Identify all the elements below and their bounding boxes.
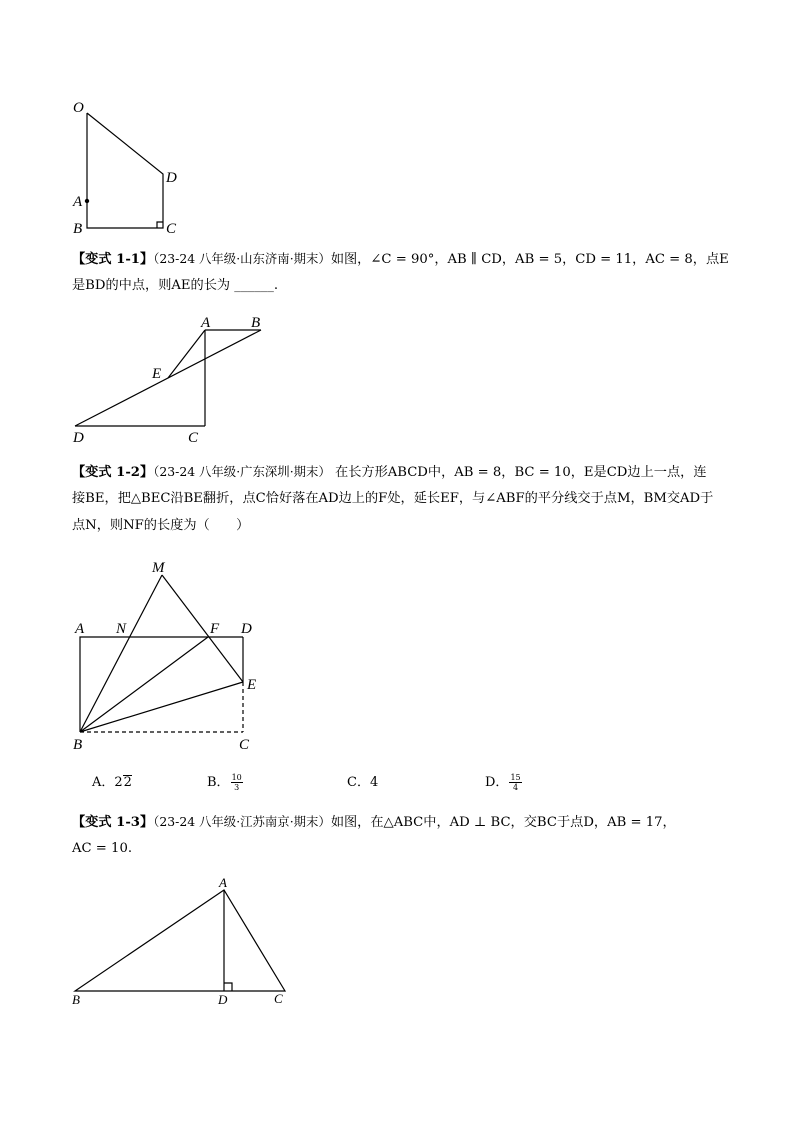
option-b-prefix: B． bbox=[207, 775, 230, 790]
denominator: 4 bbox=[512, 783, 519, 792]
question-tag: 【变式 1-2】 bbox=[72, 465, 154, 480]
label-e: E bbox=[152, 366, 162, 382]
label-d: D bbox=[166, 170, 177, 186]
label-d: D bbox=[241, 621, 252, 637]
question-1-1-line-2: 是BD的中点，则AE的长为 ______. bbox=[72, 278, 279, 293]
segment-bm bbox=[80, 575, 162, 732]
label-b: B bbox=[73, 737, 83, 753]
label-a: A bbox=[75, 621, 85, 637]
label-d: D bbox=[73, 430, 84, 446]
right-angle-mark bbox=[224, 983, 232, 991]
sqrt-radicand: 2 bbox=[123, 775, 132, 790]
label-b: B bbox=[72, 992, 80, 1007]
option-d[interactable] bbox=[485, 772, 522, 794]
question-text: 在长方形ABCD中，AB = 8，BC = 10，E是CD边上一点，连 bbox=[330, 465, 707, 480]
segment-be bbox=[80, 682, 243, 732]
question-1-3-line-2: AC = 10. bbox=[72, 841, 133, 856]
figure-trapezoid-abcd bbox=[65, 310, 285, 450]
label-d: D bbox=[218, 992, 228, 1007]
option-d-prefix: D． bbox=[485, 775, 509, 790]
label-a: A bbox=[73, 194, 83, 210]
question-1-1-line-1 bbox=[72, 245, 732, 272]
numerator: 10 bbox=[231, 773, 242, 782]
label-c: C bbox=[274, 991, 283, 1006]
question-text: 如图，在△ABC中，AD ⊥ BC，交BC于点D，AB = 17， bbox=[330, 815, 676, 830]
figure-pentagon-odcb bbox=[60, 95, 200, 240]
figure-rectangle-fold bbox=[65, 555, 285, 755]
question-source: （23-24 八年级·山东济南·期末） bbox=[153, 251, 331, 266]
label-c: C bbox=[166, 221, 177, 237]
segment-bf bbox=[80, 637, 208, 732]
label-a: A bbox=[219, 875, 227, 890]
label-f: F bbox=[210, 621, 220, 637]
question-1-2 bbox=[72, 458, 732, 539]
label-o: O bbox=[73, 100, 84, 116]
label-b: B bbox=[251, 315, 261, 331]
question-1-3 bbox=[72, 808, 732, 862]
figure-triangle-abc bbox=[65, 870, 305, 1010]
label-c: C bbox=[239, 737, 250, 753]
denominator: 3 bbox=[234, 783, 240, 792]
label-n: N bbox=[116, 621, 127, 637]
label-a: A bbox=[201, 315, 211, 331]
question-1-1 bbox=[72, 245, 732, 299]
question-tag: 【变式 1-3】 bbox=[72, 815, 154, 830]
question-source: （23-24 八年级·广东深圳·期末） bbox=[153, 464, 331, 479]
option-a-prefix: A．2 bbox=[92, 775, 123, 790]
label-e: E bbox=[247, 677, 257, 693]
option-c-text: C．4 bbox=[347, 775, 379, 790]
point-a-dot bbox=[85, 199, 89, 203]
numerator: 15 bbox=[510, 773, 521, 782]
question-1-2-line-1 bbox=[72, 458, 732, 485]
segment-ae bbox=[168, 330, 205, 378]
fraction bbox=[231, 773, 243, 792]
option-a[interactable] bbox=[92, 772, 132, 794]
triangle-abc bbox=[75, 890, 285, 991]
option-c[interactable] bbox=[347, 772, 378, 794]
fraction bbox=[509, 773, 521, 792]
question-tag: 【变式 1-1】 bbox=[72, 252, 154, 267]
segment-me bbox=[162, 575, 243, 682]
question-text: 如图，∠C = 90°，AB ∥ CD，AB = 5，CD = 11，AC = 8，点E bbox=[330, 252, 729, 267]
label-m: M bbox=[152, 560, 165, 576]
right-angle-mark bbox=[157, 222, 163, 228]
option-b[interactable] bbox=[207, 772, 243, 794]
label-c: C bbox=[188, 430, 199, 446]
question-1-3-line-1 bbox=[72, 808, 732, 835]
label-b: B bbox=[73, 221, 83, 237]
question-source: （23-24 八年级·江苏南京·期末） bbox=[153, 814, 331, 829]
question-1-2-line-2: 接BE，把△BEC沿BE翻折，点C恰好落在AD边上的F处，延长EF，与∠ABF的平分线交于点M，BM交AD于 bbox=[72, 491, 714, 506]
figure-outline bbox=[87, 113, 163, 228]
question-1-2-line-3: 点N，则NF的长度为（ ） bbox=[72, 518, 250, 533]
